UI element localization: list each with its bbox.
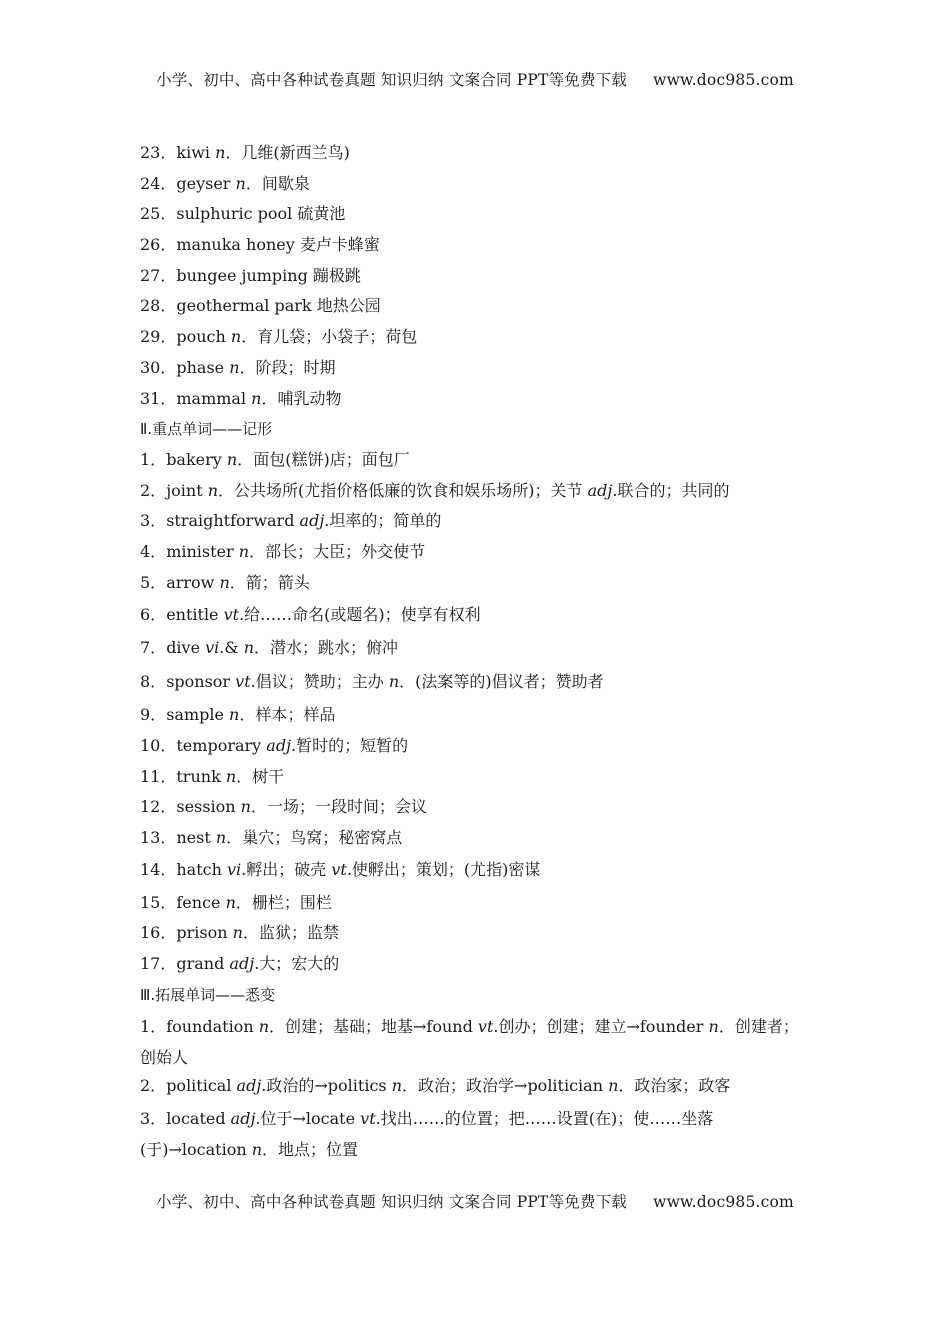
header-url[interactable]: www.doc985.com: [653, 71, 794, 89]
vocab-item: 3．located adj.位于→locate vt.找出……的位置；把……设置(在)；使……坐落(于)→location n．地点；位置: [140, 1109, 714, 1159]
vocab-item: 12．session n．一场；一段时间；会议: [140, 797, 427, 816]
vocab-item: 2．political adj.政治的→politics n．政治；政治学→politician n．政治家；政客: [140, 1076, 731, 1095]
vocab-item: 28．geothermal park 地热公园: [140, 296, 381, 315]
vocab-item: 1．foundation n．创建；基础；地基→found vt.创办；创建；建立→founder n．创建者；创始人: [140, 1017, 799, 1067]
page-header: [0, 68, 950, 90]
vocab-item: 14．hatch vi.孵出；破壳 vt.使孵出；策划；(尤指)密谋: [140, 860, 541, 879]
vocab-item: 26．manuka honey 麦卢卡蜂蜜: [140, 235, 380, 254]
vocab-item: 4．minister n．部长；大臣；外交使节: [140, 542, 426, 561]
vocab-item: 16．prison n．监狱；监禁: [140, 923, 339, 942]
section-heading: Ⅲ.拓展单词——悉变: [140, 986, 276, 1004]
vocab-item: 30．phase n．阶段；时期: [140, 358, 336, 377]
vocab-item: 31．mammal n．哺乳动物: [140, 389, 342, 408]
vocab-item: 6．entitle vt.给……命名(或题名)；使享有权利: [140, 605, 481, 624]
vocab-item: 8．sponsor vt.倡议；赞助；主办 n．(法案等的)倡议者；赞助者: [140, 672, 604, 691]
vocab-item: 11．trunk n．树干: [140, 767, 285, 786]
vocab-item: 9．sample n．样本；样品: [140, 705, 336, 724]
vocab-item: 15．fence n．栅栏；围栏: [140, 893, 332, 912]
vocab-item: 5．arrow n．箭；箭头: [140, 573, 310, 592]
vocab-item: 17．grand adj.大；宏大的: [140, 954, 340, 973]
vocab-item: 3．straightforward adj.坦率的；简单的: [140, 511, 442, 530]
vocab-item: 24．geyser n．间歇泉: [140, 174, 310, 193]
footer-url[interactable]: www.doc985.com: [653, 1193, 794, 1211]
vocab-item: 23．kiwi n．几维(新西兰鸟): [140, 143, 350, 162]
vocab-item: 2．joint n．公共场所(尤指价格低廉的饮食和娱乐场所)；关节 adj.联合的；共同的: [140, 481, 730, 500]
vocab-item: 13．nest n．巢穴；鸟窝；秘密窝点: [140, 828, 403, 847]
vocab-item: 29．pouch n．育儿袋；小袋子；荷包: [140, 327, 418, 346]
vocab-item: 1．bakery n．面包(糕饼)店；面包厂: [140, 450, 410, 469]
header-text: 小学、初中、高中各种试卷真题 知识归纳 文案合同 PPT等免费下载: [156, 71, 628, 89]
section-heading: Ⅱ.重点单词——记形: [140, 420, 273, 438]
vocab-item: 27．bungee jumping 蹦极跳: [140, 266, 361, 285]
footer-text: 小学、初中、高中各种试卷真题 知识归纳 文案合同 PPT等免费下载: [156, 1193, 628, 1211]
vocab-item: 10．temporary adj.暂时的；短暂的: [140, 736, 409, 755]
vocab-item: 25．sulphuric pool 硫黄池: [140, 204, 346, 223]
page-footer: [0, 1190, 950, 1212]
vocab-item: 7．dive vi.& n．潜水；跳水；俯冲: [140, 638, 399, 657]
